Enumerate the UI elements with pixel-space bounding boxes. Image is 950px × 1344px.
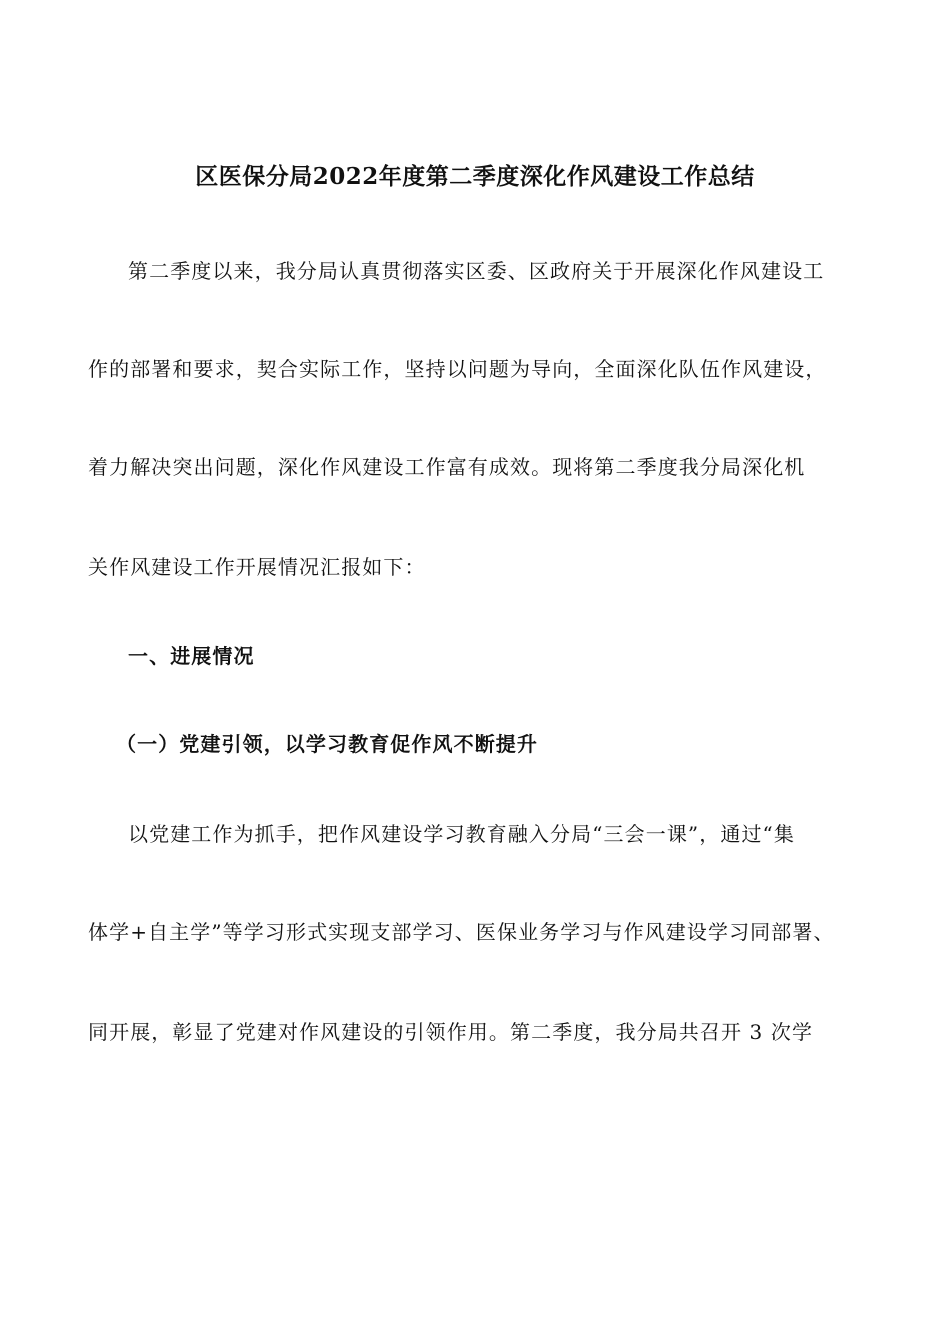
body-line-1: 以党建工作为抓手，把作风建设学习教育融入分局“三会一课”，通过“集 — [128, 822, 795, 846]
subsection-heading: （一）党建引领，以学习教育促作风不断提升 — [116, 732, 538, 756]
intro-line-3: 着力解决突出问题，深化作风建设工作富有成效。现将第二季度我分局深化机 — [88, 455, 806, 479]
intro-line-2: 作的部署和要求，契合实际工作，坚持以问题为导向，全面深化队伍作风建设， — [88, 357, 827, 381]
document-title: 区医保分局2022年度第二季度深化作风建设工作总结 — [195, 163, 755, 190]
section-heading: 一、进展情况 — [128, 644, 255, 668]
intro-line-4: 关作风建设工作开展情况汇报如下： — [88, 555, 426, 579]
intro-line-1: 第二季度以来，我分局认真贯彻落实区委、区政府关于开展深化作风建设工 — [128, 259, 825, 283]
body-line-2: 体学+自主学”等学习形式实现支部学习、医保业务学习与作风建设学习同部署、 — [88, 920, 835, 944]
body-line-3: 同开展，彰显了党建对作风建设的引领作用。第二季度，我分局共召开 3 次学 — [88, 1020, 814, 1044]
